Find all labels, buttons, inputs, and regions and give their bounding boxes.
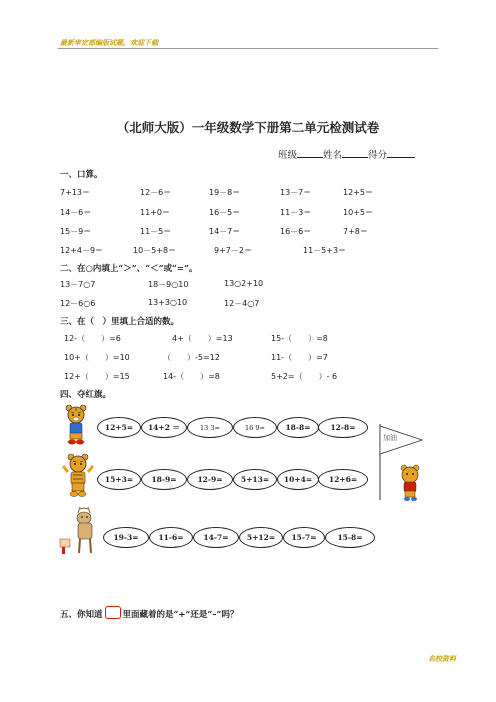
- section1-heading: 一、口算。: [60, 170, 103, 180]
- section5-heading-post: 里面藏着的是“+”还是“–”吗？: [122, 610, 239, 620]
- name-blank: [342, 149, 368, 158]
- s3-item: 14-（ ）=8: [163, 372, 220, 381]
- section5-heading-pre: 五、你知道: [60, 610, 103, 620]
- s3-item: 5+2=（ ）- 6: [271, 372, 338, 381]
- flag-race-oval: 12+5=: [97, 417, 141, 438]
- s3-item: （ ）-5=12: [163, 353, 220, 362]
- s3-item: 4+（ ）=13: [172, 334, 233, 343]
- s1-item: 11－5＝: [140, 227, 172, 236]
- info-line: [278, 147, 415, 161]
- s1-item: 12+5＝: [343, 188, 373, 197]
- flag-race-oval: 10+4=: [277, 469, 319, 490]
- s1-item: 12+4－9＝: [60, 246, 104, 255]
- s3-item: 12-（ ）=6: [64, 334, 121, 343]
- flag-race-oval: 19-3=: [103, 527, 149, 548]
- s1-item: 11－5+3＝: [303, 246, 347, 255]
- red-box-icon: [105, 606, 121, 619]
- s3-item: 15-（ ）=8: [271, 334, 328, 343]
- name-label: 姓名: [323, 150, 343, 161]
- s1-item: 10+5＝: [343, 208, 373, 217]
- s3-item: 11-（ ）=7: [271, 353, 328, 362]
- s1-item: 12－6＝: [140, 188, 172, 197]
- flag-race-oval: 15-8=: [325, 527, 375, 548]
- s1-item: 11+0＝: [140, 208, 170, 217]
- class-blank: [297, 149, 323, 158]
- s1-item: 13－7＝: [280, 188, 312, 197]
- flag-race-oval: 14-7=: [193, 527, 239, 548]
- flag-race-oval: 18-8=: [277, 417, 319, 438]
- s2-item: 12－4○7: [224, 299, 260, 308]
- section3-heading: 三、在（ ）里填上合适的数。: [60, 317, 180, 327]
- header-divider: [58, 48, 438, 49]
- header-banner: 最新审定部编版试题，欢迎下载: [60, 38, 158, 47]
- flag-race-oval: 12+6=: [318, 469, 368, 490]
- flag-text: 加油: [383, 434, 397, 442]
- s1-item: 14－6＝: [60, 208, 92, 217]
- flag-race-oval: 13 3=: [187, 417, 233, 438]
- s1-item: 16－6＝: [280, 227, 312, 236]
- s1-item: 10－5+8＝: [133, 246, 177, 255]
- section2-heading: 二、在○内填上“＞”、“＜”或“=”。: [60, 264, 198, 274]
- flag-race-oval: 11-6=: [149, 527, 193, 548]
- page-title: （北师大版）一年级数学下册第二单元检测试卷: [116, 120, 380, 135]
- s2-item: 13－7○7: [60, 280, 96, 289]
- s1-item: 9+7－2＝: [214, 246, 252, 255]
- flag-race-oval: 12-8=: [318, 417, 368, 438]
- flag-race-oval: 15+3=: [97, 469, 141, 490]
- class-label: 班级: [278, 150, 298, 161]
- tiger-icon: [62, 403, 90, 447]
- flag-race-oval: 5+12=: [239, 527, 283, 548]
- s1-item: 7+13＝: [60, 188, 90, 197]
- flag-race-oval: 12-9=: [187, 469, 233, 490]
- score-blank: [387, 149, 415, 158]
- s2-item: 13+3○10: [148, 298, 188, 307]
- flag-race-oval: 18-9=: [141, 469, 187, 490]
- s2-item: 12－6○6: [60, 299, 96, 308]
- s1-item: 11－3＝: [280, 208, 312, 217]
- flag-race-oval: 5+13=: [233, 469, 277, 490]
- s1-item: 7+8＝: [343, 227, 368, 236]
- s1-item: 15－9＝: [60, 227, 92, 236]
- footer-label: 名校资料: [428, 654, 456, 663]
- section4-heading: 四、夺红旗。: [60, 390, 112, 400]
- flag-race-oval: 14+2 ＝: [141, 417, 187, 438]
- section5-heading: [60, 606, 238, 620]
- deer-icon: [58, 505, 106, 557]
- flag-race-oval: 15-7=: [283, 527, 325, 548]
- s1-item: 19－8＝: [209, 188, 241, 197]
- s3-item: 12+（ ）=15: [64, 372, 130, 381]
- s1-item: 14－7＝: [209, 227, 241, 236]
- score-label: 得分: [368, 150, 388, 161]
- s2-item: 13○2+10: [224, 279, 264, 288]
- s1-item: 16－5＝: [209, 208, 241, 217]
- s2-item: 18－9○10: [148, 280, 189, 289]
- flag-race-oval: 16 9=: [233, 417, 277, 438]
- s3-item: 10+（ ）=10: [64, 353, 130, 362]
- tiger-icon: [62, 452, 94, 498]
